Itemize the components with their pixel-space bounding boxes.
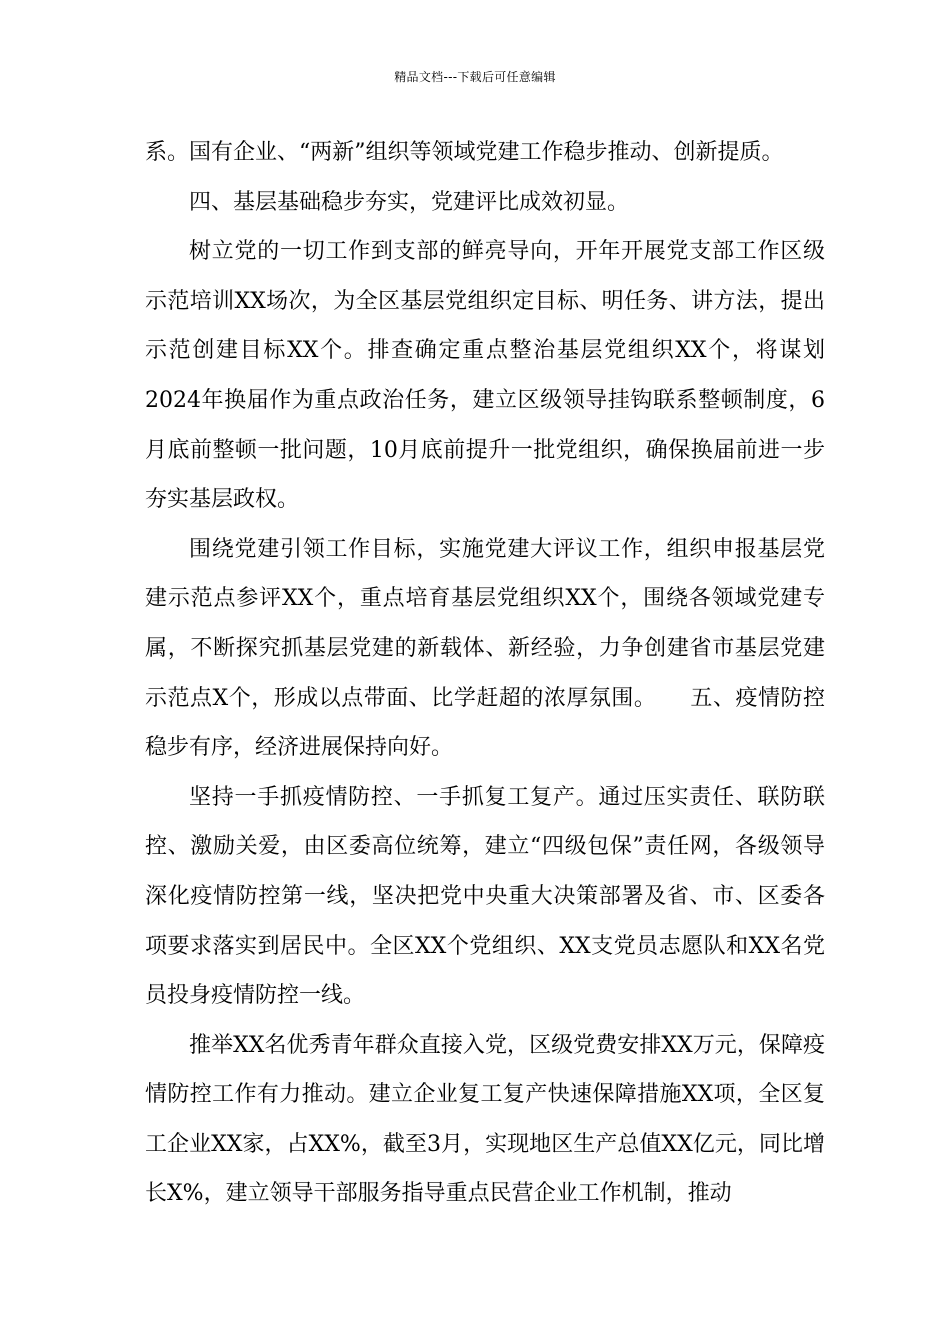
page-header: 精品文档---下载后可任意编辑 [394, 70, 556, 84]
document-body [145, 128, 825, 1219]
paragraph-continuation: 系。国有企业、“两新”组织等领域党建工作稳步推动、创新提质。 [145, 140, 784, 165]
paragraph: 围绕党建引领工作目标，实施党建大评议工作，组织申报基层党建示范点参评XX个，重点培育基层党组织XX个，围绕各领域党建专属，不断探究抓基层党建的新载体、新经验，力争创建省市基层党建示范点X个，形成以点带面、比学赶超的浓厚氛围。 五、疫情防控稳步有序，经济进展保持向好。 [145, 536, 825, 761]
paragraph: 坚持一手抓疫情防控、一手抓复工复产。通过压实责任、联防联控、激励关爱，由区委高位统筹，建立“四级包保”责任网，各级领导深化疫情防控第一线，坚决把党中央重大决策部署及省、市、区委各项要求落实到居民中。全区XX个党组织、XX支党员志愿队和XX名党员投身疫情防控一线。 [145, 784, 825, 1009]
paragraph: 推举XX名优秀青年群众直接入党，区级党费安排XX万元，保障疫情防控工作有力推动。建立企业复工复产快速保障措施XX项，全区复工企业XX家，占XX%，截至3月，实现地区生产总值XX亿元，同比增长X%，建立领导干部服务指导重点民营企业工作机制，推动 [145, 1032, 825, 1207]
section-heading-4: 四、基层基础稳步夯实，党建评比成效初显。 [189, 189, 630, 215]
paragraph: 树立党的一切工作到支部的鲜亮导向，开年开展党支部工作区级示范培训XX场次，为全区基层党组织定目标、明任务、讲方法，提出示范创建目标XX个。排查确定重点整治基层党组织XX个，将谋划2024年换届作为重点政治任务，建立区级领导挂钩联系整顿制度，6月底前整顿一批问题，10月底前提升一批党组织，确保换届前进一步夯实基层政权。 [145, 239, 825, 513]
